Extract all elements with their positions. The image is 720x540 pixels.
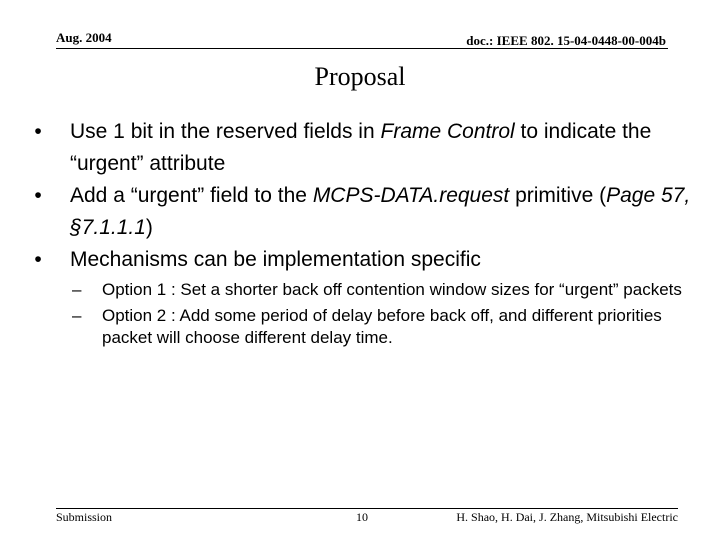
bullet-item (28, 244, 698, 276)
bullet-list (28, 116, 698, 276)
footer-rule (56, 508, 678, 509)
bullet-text-italic: Page 57, §7.1.1.1 (70, 184, 691, 239)
header-date: Aug. 2004 (56, 30, 112, 45)
sub-bullet-list (72, 279, 682, 353)
footer-submission: Submission (56, 510, 113, 524)
bullet-item (28, 116, 698, 180)
bullet-text: Mechanisms can be implementation specific (70, 248, 481, 271)
bullet-text: ) (145, 216, 153, 239)
bullet-marker: • (34, 184, 42, 207)
bullet-marker: • (34, 248, 42, 271)
footer-page-number: 10 (356, 510, 368, 524)
bullet-text: to indicate the “urgent” attribute (70, 120, 652, 175)
bullet-text: Use 1 bit in the reserved fields in (70, 120, 381, 143)
dash-marker: – (72, 306, 82, 325)
slide-title: Proposal (314, 62, 406, 91)
bullet-text-italic: Frame Control (380, 120, 515, 143)
header-rule (56, 48, 668, 49)
sub-bullet-item (72, 305, 682, 349)
bullet-text-italic: MCPS-DATA.request (312, 184, 510, 207)
bullet-text: Add a “urgent” field to the (70, 184, 313, 207)
footer-authors: H. Shao, H. Dai, J. Zhang, Mitsubishi Electric (456, 510, 678, 524)
bullet-text: primitive ( (509, 184, 607, 207)
dash-marker: – (72, 280, 82, 299)
sub-bullet-text: Option 2 : Add some period of delay before back off, and different priorities packet will choose different delay time. (102, 306, 662, 347)
header-doc-id: doc.: IEEE 802. 15-04-0448-00-004b (466, 33, 666, 48)
sub-bullet-item (72, 279, 682, 301)
bullet-marker: • (34, 120, 42, 143)
bullet-item (28, 180, 698, 244)
sub-bullet-text: Option 1 : Set a shorter back off contention window sizes for “urgent” packets (102, 280, 682, 299)
